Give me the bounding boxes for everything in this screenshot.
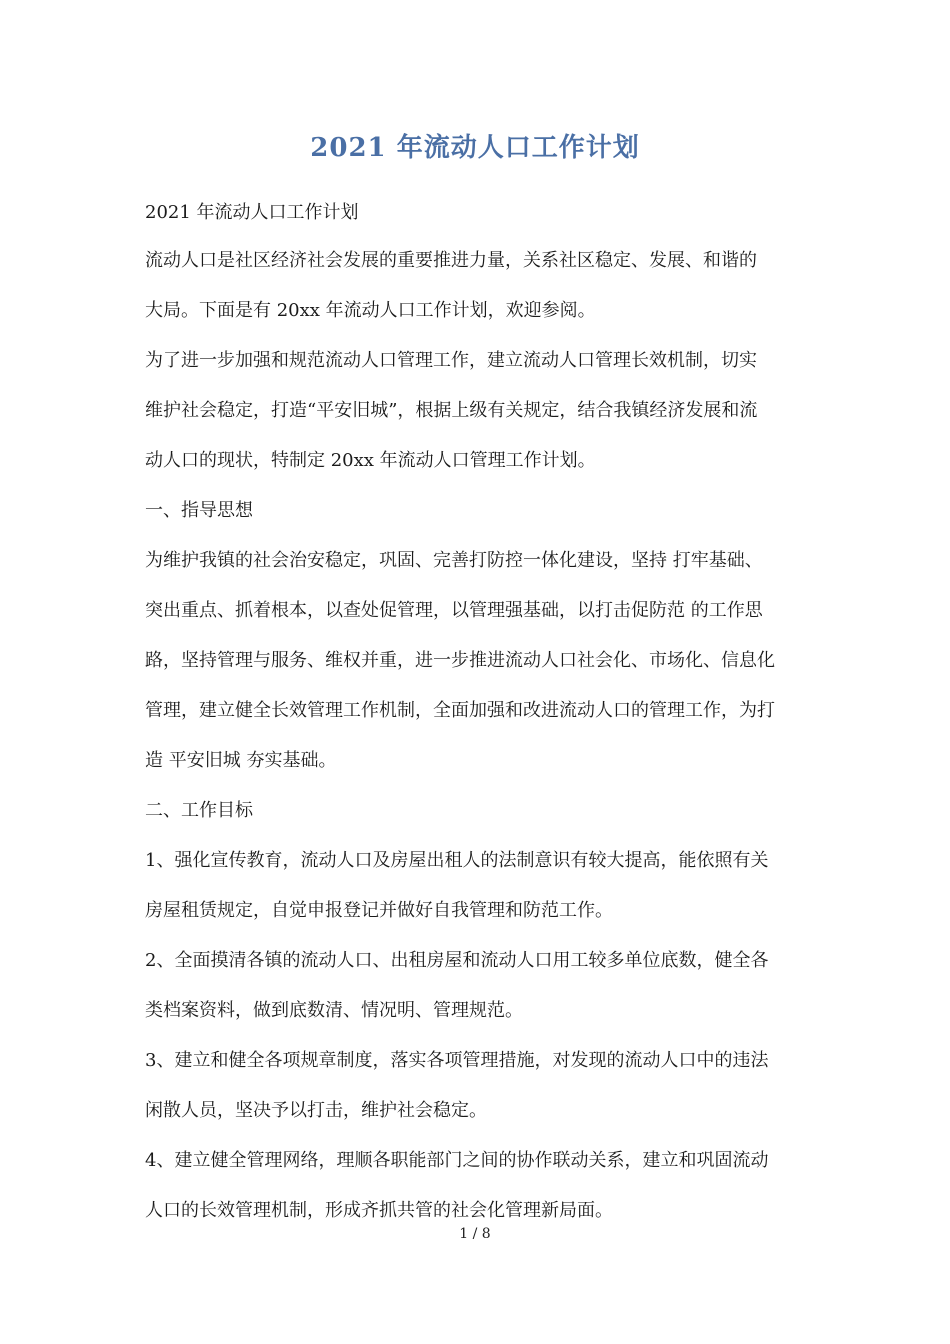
document-title: 2021 年流动人口工作计划	[310, 133, 640, 163]
section-heading: 二、工作目标	[145, 800, 253, 821]
text-line: 路，坚持管理与服务、维权并重，进一步推进流动人口社会化、市场化、信息化	[145, 650, 775, 671]
text-line: 大局。下面是有 20xx 年流动人口工作计划，欢迎参阅。	[145, 300, 596, 321]
text-line: 房屋租赁规定，自觉申报登记并做好自我管理和防范工作。	[145, 900, 613, 921]
text-line: 3、建立和健全各项规章制度，落实各项管理措施，对发现的流动人口中的违法	[145, 1050, 769, 1071]
document-body	[145, 192, 815, 1240]
text-line: 为维护我镇的社会治安稳定，巩固、完善打防控一体化建设，坚持 打牢基础、	[145, 550, 763, 571]
text-line: 闲散人员，坚决予以打击，维护社会稳定。	[145, 1100, 487, 1121]
text-line: 动人口的现状，特制定 20xx 年流动人口管理工作计划。	[145, 450, 596, 471]
page-number: 1 / 8	[459, 1226, 491, 1242]
text-line: 1、强化宣传教育，流动人口及房屋出租人的法制意识有较大提高，能依照有关	[145, 850, 769, 871]
text-line: 维护社会稳定，打造“平安旧城”，根据上级有关规定，结合我镇经济发展和流	[145, 400, 758, 421]
text-line: 管理，建立健全长效管理工作机制，全面加强和改进流动人口的管理工作，为打	[145, 700, 775, 721]
text-line: 2、全面摸清各镇的流动人口、出租房屋和流动人口用工较多单位底数，健全各	[145, 950, 769, 971]
text-line: 4、建立健全管理网络，理顺各职能部门之间的协作联动关系，建立和巩固流动	[145, 1150, 769, 1171]
text-line: 突出重点、抓着根本，以查处促管理，以管理强基础，以打击促防范 的工作思	[145, 600, 763, 621]
text-line: 类档案资料，做到底数清、情况明、管理规范。	[145, 1000, 523, 1021]
text-line: 造 平安旧城 夯实基础。	[145, 750, 337, 771]
document-subtitle: 2021 年流动人口工作计划	[145, 202, 359, 223]
text-line: 人口的长效管理机制，形成齐抓共管的社会化管理新局面。	[145, 1200, 613, 1221]
text-line: 为了进一步加强和规范流动人口管理工作，建立流动人口管理长效机制，切实	[145, 350, 757, 371]
section-heading: 一、指导思想	[145, 500, 253, 521]
text-line: 流动人口是社区经济社会发展的重要推进力量，关系社区稳定、发展、和谐的	[145, 250, 757, 271]
